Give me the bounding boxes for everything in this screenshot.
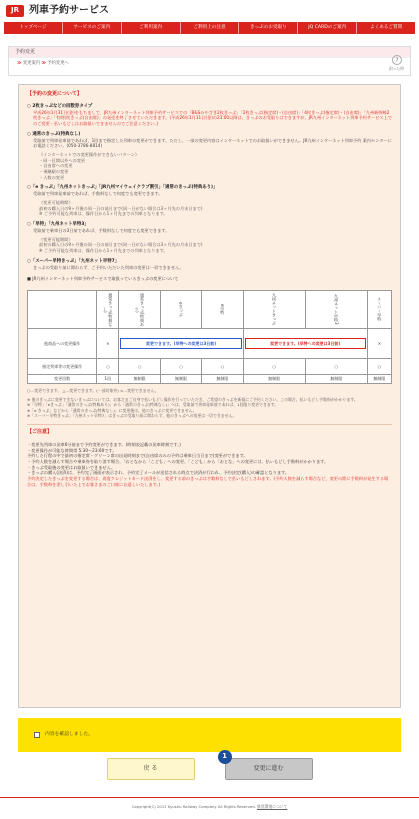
help-icon[interactable]: ?	[392, 55, 402, 65]
table-cell: ○	[160, 358, 201, 374]
recommended-env-link[interactable]: 推奨環境について	[257, 804, 288, 809]
item4-heading: ○「早特」「九州ネット早特3」	[27, 221, 89, 227]
breadcrumb: ≫ 変更案内 ≫ 予約変更へ	[17, 61, 69, 66]
list-item: ・人数の変更	[39, 174, 65, 180]
nav-guide[interactable]: ご利用案内	[122, 22, 181, 34]
table-cell: ○	[97, 358, 119, 374]
list-item: 《変更可能期間》	[39, 236, 73, 242]
col-header: 通常きっぷ(特典なし)	[97, 290, 119, 328]
col-header: 九州ネットきっぷ	[243, 290, 305, 328]
caution-item: 予約決定したきっぷを変更する場合は、再度クレジットカード決済をし、変更する前のきっぷは手数料なしで払いもどしされます。(予約人数を減らす場合など、変更の際に手数料が発生する場合は、手数料を差し引いた上でお客さまのご口座にお返しいたします。)	[27, 475, 389, 487]
note-item: ※ 他のきっぷに変更できないきっぷについては、お客さまご自身で払いもどし操作を行っていただき、ご希望のきっぷを新規にご予約ください。この場合、払いもどし手数料がかかります。	[27, 397, 358, 403]
item2-list	[39, 152, 392, 180]
caution-item: ・予約人数を減らす場合や乗車券を取り消す場合、「おとなから「こども」への変更、「こども」から「おとな」への変更には、払いもどし手数料がかかります。	[27, 458, 329, 464]
list-item: ※ ご予約可能な列車は、操作日から1ヶ月先までの列車となります。	[39, 211, 168, 217]
table-cell: 無制限	[160, 374, 201, 383]
nav-jqcard[interactable]: JQ CARDのご案内	[298, 22, 357, 34]
item1-heading: ○ 2枚きっぷなどの回数券タイプ	[27, 103, 93, 109]
confirm-checkbox[interactable]	[34, 732, 40, 738]
item5-heading: ○「スーパー早特きっぷ」「九州ネット早特7」	[27, 258, 120, 264]
table-cell: ○	[119, 358, 160, 374]
table-caption: ■ JR九州インターネット列車予約サービスで取扱っているきっぷの変更について	[27, 276, 179, 282]
table-cell: ○	[202, 358, 243, 374]
section-title: 【予約の変更について】	[27, 91, 82, 97]
caution-item: ・きっぷの購入(決済)は、予約完了画面が表示され、予約完了メールが送信される時点で決済が行われ、予約決定(購入)の確認となります。	[27, 470, 290, 476]
nav-top[interactable]: トップページ	[4, 22, 63, 34]
item5-text: きっぷの受取り前に関わらず、ご予約いただいた列車の変更は一切できません。	[33, 264, 184, 270]
table-legend: ○…変更できます。 △…変更できます。(一部対象外) ×…変更できません。	[27, 387, 159, 393]
table-cell: 無制限	[119, 374, 160, 383]
table-corner	[28, 290, 97, 328]
proceed-change-label: 変更に進む	[253, 764, 284, 772]
table-cell	[119, 328, 243, 358]
table-cell: 1回	[97, 374, 119, 383]
help-label[interactable]: 困った時	[388, 66, 404, 71]
row-header: 他商品への変更操作	[28, 328, 97, 358]
note-item: ※「e きっぷ」などから「通常のきっぷ(特典なし)」に変更後は、他のきっぷに変更できません。	[27, 407, 197, 413]
copyright: Copyright(C) 2011 Kyushu Railway Company All Rights Reserved.	[131, 804, 256, 809]
change-info-panel	[18, 84, 401, 708]
list-item: 最初の購入日の9ヶ月後の同一日の前日まで(同一日がない場合は3ヶ月先の月末日まで)	[39, 242, 203, 248]
col-header: e早特	[202, 290, 243, 328]
back-button[interactable]: 戻 る	[107, 758, 195, 780]
nav-notice[interactable]: ご利用上の注意	[181, 22, 240, 34]
caution-item: 予約した行程の中で最初の指定席・グリーン席の出発時刻まで(自由席のみの予約は乗車日当日まで)変更ができます。	[27, 453, 248, 459]
table-cell: 無制限	[305, 374, 367, 383]
item3-heading: ○「e きっぷ」「九州ネットきっぷ」「JR九州マイウェイクラブ割引」「通常のきっぷ(特典あり)」	[27, 185, 218, 191]
nav-faq[interactable]: よくあるご質問	[370, 24, 403, 30]
app-title: 列車予約サービス	[29, 5, 109, 17]
table-notes	[27, 397, 392, 418]
item3-list	[39, 200, 392, 217]
caution-item: ・きっぷ受取後の変更はお取扱いできません。	[27, 464, 116, 470]
item2-text: 受取前で列車発車前であれば、1回まで指定した列車の変更ができます。ただし、一部の変更内容はインターネットでのお取扱いができません。JR九州インターネット列車予約 案内センターにお電話ください。(050-3786-8814)	[33, 137, 392, 149]
page-title: 予約変更	[9, 47, 410, 58]
row-header: 変更回数	[28, 374, 97, 383]
row-header: 指定列車等の変更操作	[28, 358, 97, 374]
table-cell: ○	[243, 358, 305, 374]
caution-section	[27, 424, 392, 487]
table-cell: ×	[97, 328, 119, 358]
item3-text: 受取前で列車発車前であれば、手数料なしで何度でも変更できます。	[33, 191, 163, 197]
list-item: 《変更可能期間》	[39, 199, 73, 205]
app-header	[0, 0, 419, 22]
col-header: スーパー早特	[367, 290, 391, 328]
blue-highlight: 変更できます。(早特への変更は3日前)	[120, 338, 241, 349]
list-item: ・同一区間以外への変更	[39, 157, 86, 163]
list-item: ・乗継駅の変更	[39, 169, 69, 174]
col-header: 通常きっぷ(特典あり)	[119, 290, 160, 328]
caution-title: 【ご注意】	[27, 429, 53, 436]
footer	[0, 797, 419, 809]
note-item: ※「早特」「eきっぷ」「通常のきっぷ(特典あり)」から「通常のきっぷ(特典なし)」へは、受取前で列車発車前であれば、1回限り変更できます。	[27, 402, 279, 408]
list-item: ※ ご予約可能な列車は、操作日から1ヶ月先までの列車となります。	[39, 247, 168, 253]
step-badge: 1	[218, 750, 232, 764]
confirm-box	[18, 718, 401, 752]
breadcrumb-link[interactable]: 変更案内	[22, 61, 41, 66]
breadcrumb-box	[8, 46, 411, 76]
jr-logo: JR	[6, 5, 24, 17]
item1-text: 平成26年1月31日(金)をもちまして、JR九州インターネット列車予約サービスでの「B&Sみやざき2枚きっぷ」「2枚きっぷ(指定席)・(自由席)」「4枚きっぷ(指定席)・(自由席)」「九州新幹線2枚きっぷ」「有明(枚きっぷ(自由席)」の発売を終了させていただきます。(平成26年1月31日(金)の23:00以降は、きっぷのお受取りはできますが、JR九州インターネット列車予約サービス上でのご変更・払いもどしはお取扱いできませんのでご注意ください。)	[33, 109, 392, 127]
col-header: 九州ネット早特3	[305, 290, 367, 328]
table-cell: ○	[367, 358, 391, 374]
confirm-label[interactable]: 内容を確認しました。	[45, 731, 93, 737]
change-table	[27, 290, 392, 384]
item4-list	[39, 237, 392, 254]
proceed-change-button[interactable]	[222, 752, 313, 780]
list-item: 最初の購入日の9ヶ月後の同一日の前日まで(同一日がない場合は3ヶ月先の月末日まで)	[39, 205, 203, 211]
nav-pickup[interactable]: きっぷのお受取り	[239, 22, 298, 34]
table-cell: ×	[367, 328, 391, 358]
item4-text: 受取前で乗車日の3日前であれば、手数料なしで何度でも変更できます。	[33, 227, 170, 233]
nav-service[interactable]: サービスのご案内	[63, 22, 122, 34]
list-item: ・自由席への変更	[39, 163, 73, 169]
table-cell: 無制限	[367, 374, 391, 383]
item2-heading: ○ 通常のきっぷ(特典なし)	[27, 131, 81, 137]
caution-item: ・変更操作が可能な時間帯 5:30〜23:00です。	[27, 447, 117, 453]
list-item: 《インターネットでの変更操作ができないパターン》	[39, 151, 140, 157]
main-nav	[4, 22, 415, 34]
note-item: ※「スーパー早特きっぷ」「九州ネット早特7」はきっぷの受取り前に関わらず、他のきっぷへの変更は一切できません。	[27, 412, 237, 418]
table-cell: 無制限	[202, 374, 243, 383]
caution-item: ・変更先列車の発車6分前まで予約変更ができます。(時刻表記載の発車時刻です。)	[27, 441, 181, 447]
red-highlight: 変更できます。(早特への変更は3日前)	[245, 338, 366, 349]
button-row	[0, 752, 419, 780]
col-header: eきっぷ	[160, 290, 201, 328]
table-cell: ○	[305, 358, 367, 374]
table-cell: 無制限	[243, 374, 305, 383]
table-cell	[243, 328, 367, 358]
breadcrumb-current: 予約変更へ	[47, 61, 69, 66]
